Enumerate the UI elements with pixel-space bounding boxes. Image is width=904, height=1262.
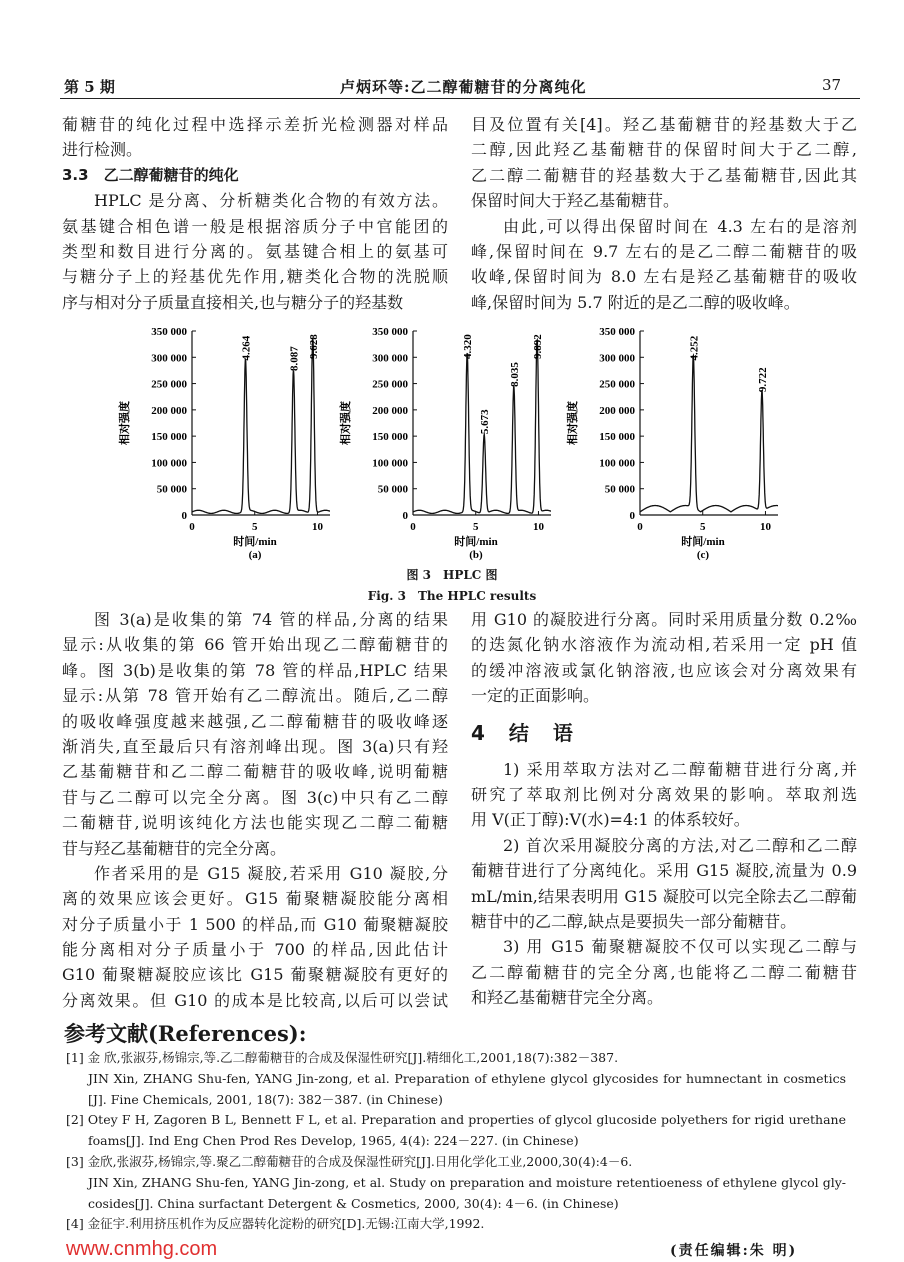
text-line: 作者采用的是 G15 凝胶,若采用 G10 凝胶,分 (94, 863, 448, 883)
text-line: 显示:从第 78 管开始有乙二醇流出。随后,乙二醇 (62, 686, 448, 706)
peak-label: 4.264 (240, 335, 253, 361)
text-line: HPLC 是分离、分析糖类化合物的有效方法。 (94, 191, 448, 211)
y-tick-label: 300 000 (372, 352, 408, 365)
text-line: 二葡糖苷,说明该纯化方法也能实现乙二醇二葡糖 (62, 813, 448, 833)
y-tick-label: 350 000 (151, 326, 187, 338)
text-line: 峰。图 3(b)是收集的第 78 管的样品,HPLC 结果 (62, 660, 448, 680)
section-heading-4: 4 结 语 (471, 720, 575, 745)
peak-label: 9.892 (532, 334, 545, 359)
text-line: 乙二醇葡糖苷的完全分离,也能将乙二醇二葡糖苷 (471, 962, 857, 982)
text-line: 乙二醇二葡糖苷的羟基数大于乙基葡糖苷,因此其 (471, 165, 857, 185)
y-tick-label: 150 000 (151, 431, 187, 444)
y-tick-label: 100 000 (372, 457, 408, 470)
text-line: 葡糖苷的纯化过程中选择示差折光检测器对样品 (62, 115, 448, 134)
reference-line: [2] Otey F H, Zagoren B L, Bennett F L, et al. Preparation and properties of glycol glucoside polyethers for rigid urethane (66, 1112, 846, 1128)
x-axis-label: 时间/min (233, 536, 277, 548)
text-line: 保留时间大于羟乙基葡糖苷。 (471, 191, 680, 211)
text-line: 的迭氮化钠水溶液作为流动相,若采用一定 pH 值 (471, 635, 857, 655)
text-line: 峰,保留时间在 9.7 左右的是乙二醇二葡糖苷的吸 (471, 241, 857, 261)
text-line: 一定的正面影响。 (471, 686, 600, 706)
peak-label: 4.320 (462, 334, 475, 359)
y-tick-label: 300 000 (599, 352, 635, 365)
y-tick-label: 250 000 (599, 378, 635, 391)
paragraph (62, 112, 448, 163)
panel-label: (a) (248, 549, 262, 561)
y-tick-label: 150 000 (372, 431, 408, 444)
paragraph (62, 188, 448, 315)
text-line: 苷与羟乙基葡糖苷的完全分离。 (62, 838, 287, 858)
text-line: 峰,保留时间为 5.7 附近的是乙二醇的吸收峰。 (471, 292, 800, 312)
y-tick-label: 50 000 (156, 483, 187, 496)
figure-caption-en: Fig. 3 The HPLC results (367, 589, 537, 603)
figure-caption-cn: 图 3 HPLC 图 (406, 568, 498, 582)
reference-line: [3] 金欣,张淑芬,杨锦宗,等.聚乙二醇葡糖苷的合成及保湿性研究[J].日用化学化工业,2000,30(4):4－6. (66, 1153, 633, 1169)
text-line: 能分离相对分子质量小于 700 的样品,因此估计 (62, 940, 448, 960)
paragraph (62, 861, 448, 1013)
y-tick-label: 0 (181, 510, 187, 522)
y-tick-label: 100 000 (151, 457, 187, 470)
text-line: 3) 用 G15 葡聚糖凝胶不仅可以实现乙二醇与 (503, 937, 857, 957)
right-column-top (471, 112, 857, 315)
y-axis-label: 相对强度 (340, 401, 352, 445)
conclusion-1 (471, 757, 857, 833)
y-tick-label: 100 000 (599, 457, 635, 470)
text-line: 由此,可以得出保留时间在 4.3 左右的是溶剂 (503, 216, 857, 236)
left-column-top (62, 112, 448, 315)
references-heading: 参考文献(References): (64, 1021, 307, 1046)
x-tick-label: 10 (532, 521, 544, 533)
text-line: 离的效果应该会更好。G15 葡聚糖凝胶能分离相 (62, 889, 448, 909)
reference-line: foams[J]. Ind Eng Chen Prod Res Develop, 1965, 4(4): 224－227. (in Chinese) (88, 1133, 579, 1149)
text-line: 用 V(正丁醇):V(水)=4:1 的体系较好。 (471, 810, 750, 830)
peak-label: 8.087 (288, 346, 301, 372)
paragraph (471, 214, 857, 316)
peak-label: 8.035 (508, 362, 521, 387)
y-tick-label: 150 000 (599, 431, 635, 444)
chromatogram-trace (192, 338, 330, 514)
y-axis-label: 相对强度 (567, 401, 579, 445)
text-line: 1) 采用萃取方法对乙二醇葡糖苷进行分离,并 (503, 759, 857, 779)
x-tick-label: 5 (251, 521, 258, 533)
text-line: 进行检测。 (62, 140, 143, 160)
text-line: 苷与乙二醇可以完全分离。图 3(c)中只有乙二醇 (62, 787, 448, 807)
text-line: 氨基键合相色谱一般是根据溶质分子中官能团的 (62, 216, 448, 236)
text-line: 用 G10 的凝胶进行分离。同时采用质量分数 0.2‰ (471, 610, 857, 629)
peak-label: 4.252 (688, 335, 701, 361)
y-tick-label: 50 000 (377, 483, 408, 496)
text-line: 的缓冲溶液或氯化钠溶液,也应该会对分离效果有 (471, 660, 857, 680)
x-tick-label: 5 (472, 521, 479, 533)
text-line: 分离效果。但 G10 的成本是比较高,以后可以尝试 (62, 990, 448, 1010)
y-axis-label: 相对强度 (119, 401, 131, 445)
text-line: G10 葡聚糖凝胶应该比 G15 葡聚糖凝胶有更好的 (62, 965, 448, 985)
reference-line: [1] 金 欣,张淑芬,杨锦宗,等.乙二醇葡糖苷的合成及保湿性研究[J].精细化工,2001,18(7):382－387. (66, 1050, 619, 1065)
y-tick-label: 250 000 (151, 378, 187, 391)
panel-label: (b) (469, 549, 483, 561)
y-tick-label: 200 000 (599, 404, 635, 417)
peak-label: 9.722 (756, 367, 769, 393)
text-line: 研究了萃取剂比例对分离效果的影响。萃取剂选 (471, 784, 857, 804)
responsible-editor: (责任编辑:朱 明) (670, 1243, 798, 1259)
x-tick-label: 0 (410, 521, 416, 533)
text-line: 收峰,保留时间为 8.0 左右是羟乙基葡糖苷的吸收 (471, 267, 857, 287)
y-tick-label: 350 000 (599, 326, 635, 338)
text-line: 目及位置有关[4]。羟乙基葡糖苷的羟基数大于乙 (471, 115, 857, 134)
y-tick-label: 250 000 (372, 378, 408, 391)
reference-line: [4] 金征宇.利用挤压机作为反应器转化淀粉的研究[D].无锡:江南大学,1992. (66, 1216, 485, 1232)
x-tick-label: 5 (699, 521, 706, 533)
y-tick-label: 200 000 (372, 404, 408, 417)
watermark: www.cnmhg.com (66, 1238, 218, 1260)
y-tick-label: 300 000 (151, 352, 187, 365)
y-tick-label: 50 000 (604, 483, 635, 496)
hplc-chart-c (560, 318, 795, 563)
paragraph (62, 607, 448, 861)
text-line: 和羟乙基葡糖苷完全分离。 (471, 988, 664, 1008)
text-line: 2) 首次采用凝胶分离的方法,对乙二醇和乙二醇 (503, 835, 857, 855)
page-number: 37 (822, 76, 842, 94)
issue-number: 第 5 期 (64, 78, 115, 96)
text-line: 类型和数目进行分离的。氨基键合相上的氨基可 (62, 241, 448, 261)
text-line: 对分子质量小于 1 500 的样品,而 G10 葡聚糖凝胶 (62, 914, 448, 934)
left-column-middle (62, 607, 448, 1013)
reference-line: cosides[J]. China surfactant Detergent & Cosmetics, 2000, 30(4): 4－6. (in Chinese) (88, 1195, 619, 1211)
panel-label: (c) (696, 549, 710, 561)
hplc-chart-a (112, 318, 347, 563)
text-line: 序与相对分子质量直接相关,也与糖分子的羟基数 (62, 292, 404, 312)
x-tick-label: 0 (637, 521, 643, 533)
text-line: 葡糖苷进行了分离纯化。采用 G15 凝胶,流量为 0.9 (471, 861, 857, 881)
conclusion-2 (471, 833, 857, 935)
x-axis-label: 时间/min (681, 536, 725, 548)
text-line: 的吸收峰强度越来越强,乙二醇葡糖苷的吸收峰逐 (62, 711, 448, 731)
peak-label: 5.673 (479, 409, 492, 435)
x-tick-label: 0 (189, 521, 195, 533)
text-line: 显示:从收集的第 66 管开始出现乙二醇葡糖苷的 (62, 635, 448, 655)
x-tick-label: 10 (759, 521, 771, 533)
paragraph (471, 112, 857, 214)
reference-line: JIN Xin, ZHANG Shu-fen, YANG Jin-zong, et al. Preparation of ethylene glycol glycosides for humnectant in cosmetics (88, 1070, 846, 1086)
y-tick-label: 0 (402, 510, 408, 522)
text-line: mL/min,结果表明用 G15 凝胶可以完全除去乙二醇葡 (471, 886, 857, 906)
text-line: 图 3(a)是收集的第 74 管的样品,分离的结果 (94, 610, 448, 629)
header-rule (60, 98, 860, 99)
y-tick-label: 200 000 (151, 404, 187, 417)
text-line: 二醇,因此羟乙基葡糖苷的保留时间大于乙二醇, (471, 140, 857, 160)
peak-label: 9.628 (307, 334, 320, 359)
reference-line: [J]. Fine Chemicals, 2001, 18(7): 382－387. (in Chinese) (88, 1091, 443, 1107)
text-line: 乙基葡糖苷和乙二醇二葡糖苷的吸收峰,说明葡糖 (62, 762, 448, 782)
hplc-chart-b (333, 318, 568, 563)
paragraph (471, 607, 857, 709)
y-tick-label: 0 (629, 510, 635, 522)
reference-list (66, 1048, 846, 1235)
text-line: 糖苷中的乙二醇,缺点是要损失一部分葡糖苷。 (471, 911, 797, 931)
conclusion-3 (471, 934, 857, 1010)
text-line: 与糖分子上的羟基优先作用,糖类化合物的洗脱顺 (62, 267, 448, 287)
section-heading-3-3: 3.3 乙二醇葡糖苷的纯化 (62, 165, 239, 184)
x-axis-label: 时间/min (454, 536, 498, 548)
y-tick-label: 350 000 (372, 326, 408, 338)
running-title: 卢炳环等:乙二醇葡糖苷的分离纯化 (340, 78, 587, 96)
text-line: 渐消失,直至最后只有溶剂峰出现。图 3(a)只有羟 (62, 736, 448, 756)
right-column-middle (471, 607, 857, 1010)
reference-line: JIN Xin, ZHANG Shu-fen, YANG Jin-zong, et al. Study on preparation and moisture retentioeness of ethylene glycol gly- (88, 1174, 846, 1190)
x-tick-label: 10 (311, 521, 323, 533)
